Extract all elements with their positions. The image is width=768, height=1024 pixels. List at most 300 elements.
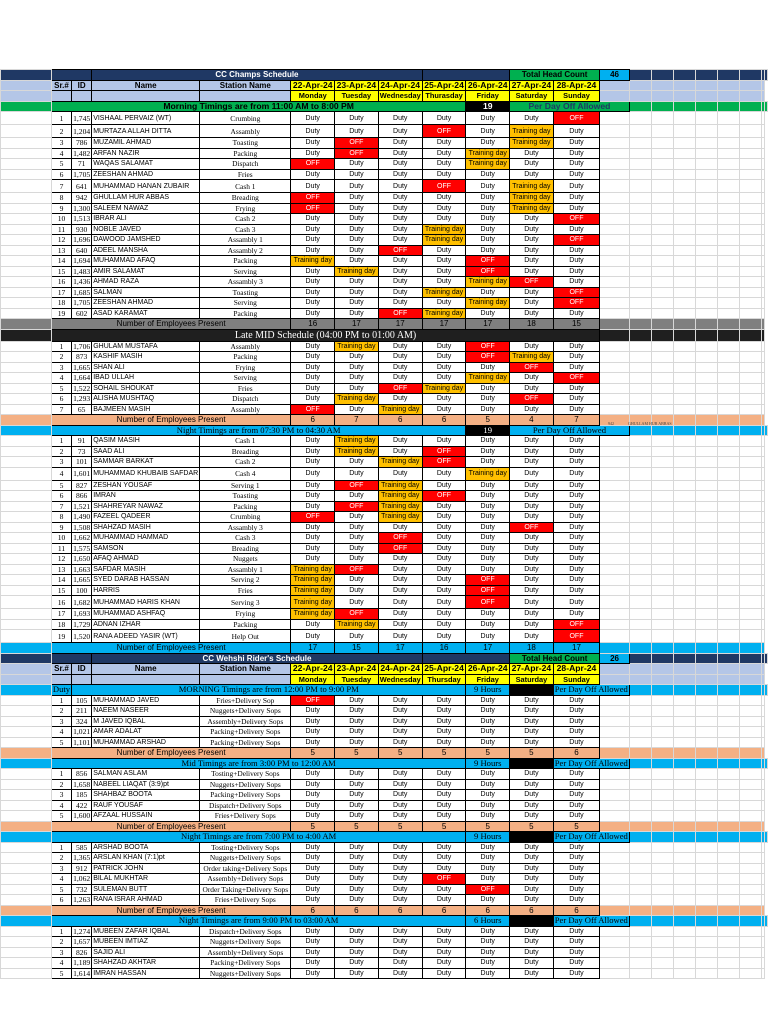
row-id[interactable]: 185 xyxy=(72,790,92,801)
date-header[interactable]: 23-Apr-24 xyxy=(335,664,379,675)
duty-cell[interactable]: Duty xyxy=(553,522,600,533)
empty-cell[interactable] xyxy=(695,341,717,352)
empty-cell[interactable] xyxy=(673,905,695,916)
station-name[interactable]: Packing+Delivery Sops xyxy=(200,958,291,969)
duty-cell[interactable]: Duty xyxy=(378,214,422,225)
duty-cell[interactable]: Duty xyxy=(466,224,510,235)
duty-cell[interactable]: OFF xyxy=(422,457,466,468)
empty-cell[interactable] xyxy=(651,685,673,696)
duty-cell[interactable]: Duty xyxy=(510,609,554,620)
empty-cell[interactable] xyxy=(739,256,761,267)
empty-cell[interactable] xyxy=(600,480,630,491)
duty-cell[interactable]: Duty xyxy=(335,937,379,948)
duty-cell[interactable]: Duty xyxy=(510,467,554,480)
empty-cell[interactable] xyxy=(673,926,695,937)
station-name[interactable]: Nuggets+Delivery Sops xyxy=(200,937,291,948)
employee-name[interactable]: GHULAM MUSTAFA xyxy=(92,341,200,352)
empty-cell[interactable] xyxy=(717,800,739,811)
empty-cell[interactable] xyxy=(651,80,673,91)
employee-name[interactable]: RANA ADEED YASIR (WT) xyxy=(92,630,200,643)
empty-cell[interactable] xyxy=(1,674,52,685)
station-name[interactable]: Cash 2 xyxy=(200,214,291,225)
duty-cell[interactable]: OFF xyxy=(291,512,335,523)
empty-cell[interactable] xyxy=(651,842,673,853)
duty-cell[interactable]: Duty xyxy=(553,362,600,373)
employees-present-count[interactable]: 17 xyxy=(291,643,335,654)
duty-cell[interactable]: Duty xyxy=(422,585,466,596)
duty-cell[interactable]: Duty xyxy=(553,800,600,811)
empty-cell[interactable] xyxy=(651,800,673,811)
empty-cell[interactable] xyxy=(673,329,695,341)
empty-cell[interactable] xyxy=(629,737,651,748)
duty-cell[interactable]: OFF xyxy=(510,394,554,405)
duty-cell[interactable]: Duty xyxy=(335,203,379,214)
empty-cell[interactable] xyxy=(765,101,768,112)
empty-cell[interactable] xyxy=(673,695,695,706)
row-sr[interactable]: 2 xyxy=(51,706,71,717)
row-id[interactable]: 101 xyxy=(72,457,92,468)
empty-cell[interactable] xyxy=(673,491,695,502)
empty-cell[interactable] xyxy=(695,811,717,822)
duty-cell[interactable]: OFF xyxy=(335,138,379,149)
row-sr[interactable]: 1 xyxy=(51,926,71,937)
empty-cell[interactable] xyxy=(739,575,761,586)
duty-cell[interactable]: Duty xyxy=(378,811,422,822)
empty-cell[interactable] xyxy=(651,748,673,759)
row-sr[interactable]: 4 xyxy=(51,874,71,885)
empty-cell[interactable] xyxy=(651,91,673,102)
employees-present-count[interactable]: 16 xyxy=(422,643,466,654)
duty-cell[interactable]: Duty xyxy=(335,491,379,502)
duty-cell[interactable]: Training day xyxy=(466,148,510,159)
empty-cell[interactable] xyxy=(673,457,695,468)
station-name[interactable]: Tosting+Delivery Sops xyxy=(200,769,291,780)
duty-cell[interactable]: Duty xyxy=(335,706,379,717)
employees-present-count[interactable]: 5 xyxy=(466,748,510,759)
empty-cell[interactable] xyxy=(673,512,695,523)
duty-cell[interactable]: Training day xyxy=(335,619,379,630)
empty-cell[interactable] xyxy=(717,235,739,246)
empty-cell[interactable] xyxy=(629,138,651,149)
duty-cell[interactable]: Duty xyxy=(510,224,554,235)
duty-cell[interactable]: Duty xyxy=(466,716,510,727)
employees-present-count[interactable]: 15 xyxy=(335,643,379,654)
empty-cell[interactable] xyxy=(629,905,651,916)
empty-cell[interactable] xyxy=(739,653,761,664)
empty-cell[interactable] xyxy=(1,425,52,436)
row-id[interactable]: 1,682 xyxy=(73,597,91,607)
duty-cell[interactable]: Duty xyxy=(422,352,466,363)
empty-cell[interactable] xyxy=(739,138,761,149)
empty-cell[interactable] xyxy=(651,643,673,654)
duty-cell[interactable]: Duty xyxy=(422,169,466,180)
empty-cell[interactable] xyxy=(765,425,768,436)
empty-cell[interactable] xyxy=(1,101,52,112)
duty-cell[interactable]: Duty xyxy=(466,619,510,630)
empty-cell[interactable] xyxy=(600,575,630,586)
empty-cell[interactable] xyxy=(673,916,695,927)
row-sr[interactable]: 4 xyxy=(51,800,71,811)
empty-cell[interactable] xyxy=(739,842,761,853)
empty-cell[interactable] xyxy=(739,821,761,832)
empty-cell[interactable] xyxy=(1,821,52,832)
empty-cell[interactable] xyxy=(629,480,651,491)
empty-cell[interactable] xyxy=(1,180,52,193)
station-name[interactable]: Packing+Delivery Sops xyxy=(200,737,291,748)
empty-cell[interactable] xyxy=(717,480,739,491)
duty-cell[interactable]: Duty xyxy=(378,737,422,748)
empty-cell[interactable] xyxy=(600,821,630,832)
duty-cell[interactable]: Duty xyxy=(510,214,554,225)
duty-cell[interactable]: Duty xyxy=(466,769,510,780)
station-name[interactable]: Assambly xyxy=(200,404,291,415)
empty-cell[interactable] xyxy=(762,926,765,937)
row-sr[interactable]: 6 xyxy=(51,169,71,180)
employee-name[interactable]: RANA ISRAR AHMAD xyxy=(92,895,200,906)
duty-cell[interactable]: Duty xyxy=(335,958,379,969)
row-id[interactable]: 1,665 xyxy=(73,575,91,585)
row-sr[interactable]: 19 xyxy=(51,630,71,643)
empty-cell[interactable] xyxy=(717,937,739,948)
row-id[interactable]: 1,522 xyxy=(73,383,91,393)
empty-cell[interactable] xyxy=(1,630,52,643)
empty-cell[interactable] xyxy=(1,501,52,512)
duty-cell[interactable]: Duty xyxy=(378,779,422,790)
duty-cell[interactable]: Duty xyxy=(510,480,554,491)
empty-cell[interactable] xyxy=(762,821,765,832)
empty-cell[interactable] xyxy=(629,352,651,363)
duty-cell[interactable]: Duty xyxy=(466,235,510,246)
empty-cell[interactable] xyxy=(673,101,695,112)
empty-cell[interactable] xyxy=(695,501,717,512)
empty-cell[interactable] xyxy=(629,769,651,780)
empty-cell[interactable] xyxy=(673,832,695,843)
duty-cell[interactable]: Duty xyxy=(466,874,510,885)
duty-cell[interactable]: Duty xyxy=(378,863,422,874)
empty-cell[interactable] xyxy=(600,716,630,727)
employees-present-count[interactable]: 5 xyxy=(335,748,379,759)
empty-cell[interactable] xyxy=(717,125,739,138)
row-sr[interactable]: 6 xyxy=(51,895,71,906)
empty-cell[interactable] xyxy=(600,674,630,685)
duty-cell[interactable]: Duty xyxy=(378,968,422,979)
empty-cell[interactable] xyxy=(673,716,695,727)
employees-present-count[interactable]: 17 xyxy=(466,643,510,654)
per-day-off-label[interactable]: Per Day Off Allowed xyxy=(554,831,628,842)
duty-cell[interactable]: Training day xyxy=(378,457,422,468)
empty-cell[interactable] xyxy=(673,287,695,298)
empty-cell[interactable] xyxy=(762,842,765,853)
empty-cell[interactable] xyxy=(739,383,761,394)
duty-cell[interactable]: Duty xyxy=(422,769,466,780)
empty-cell[interactable] xyxy=(717,341,739,352)
employee-name[interactable]: AHMAD RAZA xyxy=(92,277,200,288)
duty-cell[interactable]: Duty xyxy=(335,180,379,193)
row-sr[interactable]: 3 xyxy=(51,362,71,373)
empty-cell[interactable] xyxy=(762,125,765,138)
duty-cell[interactable]: Duty xyxy=(291,148,335,159)
employee-name[interactable]: DAWOOD JAMSHED xyxy=(92,235,200,246)
empty-cell[interactable] xyxy=(651,457,673,468)
empty-cell[interactable] xyxy=(600,80,630,91)
row-sr[interactable]: 15 xyxy=(51,585,71,596)
empty-cell[interactable] xyxy=(762,674,765,685)
row-sr[interactable]: 1 xyxy=(51,769,71,780)
empty-cell[interactable] xyxy=(1,319,52,330)
empty-cell[interactable] xyxy=(739,619,761,630)
empty-cell[interactable] xyxy=(1,522,52,533)
empty-cell[interactable] xyxy=(1,256,52,267)
empty-cell[interactable] xyxy=(629,214,651,225)
duty-cell[interactable]: Duty xyxy=(422,341,466,352)
empty-cell[interactable] xyxy=(739,298,761,309)
empty-cell[interactable] xyxy=(673,853,695,864)
day-header[interactable]: Monday xyxy=(291,674,335,685)
duty-cell[interactable]: Duty xyxy=(466,169,510,180)
empty-cell[interactable] xyxy=(695,790,717,801)
duty-cell[interactable]: Duty xyxy=(553,256,600,267)
duty-cell[interactable]: Duty xyxy=(466,480,510,491)
duty-cell[interactable]: Duty xyxy=(422,895,466,906)
empty-cell[interactable] xyxy=(673,436,695,447)
duty-cell[interactable]: Duty xyxy=(553,695,600,706)
section-label[interactable]: Night Timings are from 7:00 PM to 4:00 AM xyxy=(51,832,465,843)
empty-cell[interactable] xyxy=(717,958,739,969)
duty-cell[interactable]: Training day xyxy=(291,585,335,596)
empty-cell[interactable] xyxy=(762,895,765,906)
duty-cell[interactable]: Duty xyxy=(422,811,466,822)
empty-cell[interactable] xyxy=(651,533,673,544)
empty-cell[interactable] xyxy=(762,256,765,267)
row-sr[interactable]: 4 xyxy=(51,148,71,159)
empty-cell[interactable] xyxy=(629,533,651,544)
duty-cell[interactable]: Duty xyxy=(553,501,600,512)
duty-cell[interactable]: Duty xyxy=(553,716,600,727)
empty-cell[interactable] xyxy=(717,415,739,426)
empty-cell[interactable] xyxy=(629,80,651,91)
empty-cell[interactable] xyxy=(1,159,52,170)
empty-cell[interactable] xyxy=(717,193,739,204)
employee-name[interactable]: IBRAR ALI xyxy=(92,214,200,225)
duty-cell[interactable]: Duty xyxy=(422,790,466,801)
employee-name[interactable]: MUHAMMAD AFAQ xyxy=(92,256,200,267)
duty-cell[interactable]: OFF xyxy=(466,884,510,895)
empty-cell[interactable] xyxy=(762,769,765,780)
empty-cell[interactable] xyxy=(762,863,765,874)
station-name[interactable]: Serving 2 xyxy=(200,575,291,586)
empty-cell[interactable] xyxy=(600,287,630,298)
blank-header[interactable] xyxy=(72,674,92,685)
duty-cell[interactable]: Duty xyxy=(291,895,335,906)
duty-cell[interactable]: Duty xyxy=(335,522,379,533)
duty-cell[interactable]: Duty xyxy=(422,695,466,706)
empty-cell[interactable] xyxy=(600,947,630,958)
duty-cell[interactable]: Duty xyxy=(466,790,510,801)
empty-cell[interactable] xyxy=(673,609,695,620)
employee-name[interactable]: KASHIF MASIH xyxy=(92,352,200,363)
empty-cell[interactable] xyxy=(739,501,761,512)
duty-cell[interactable]: Duty xyxy=(466,203,510,214)
empty-cell[interactable] xyxy=(717,554,739,565)
duty-cell[interactable]: Duty xyxy=(335,256,379,267)
duty-cell[interactable]: Duty xyxy=(466,947,510,958)
duty-cell[interactable]: Duty xyxy=(422,884,466,895)
empty-cell[interactable] xyxy=(1,446,52,457)
empty-cell[interactable] xyxy=(673,575,695,586)
duty-cell[interactable]: OFF xyxy=(291,193,335,204)
duty-cell[interactable]: Duty xyxy=(510,287,554,298)
duty-cell[interactable]: Duty xyxy=(378,575,422,586)
empty-cell[interactable] xyxy=(739,947,761,958)
section-label[interactable]: Mid Timings are from 3:00 PM to 12:00 AM xyxy=(51,758,465,769)
empty-cell[interactable] xyxy=(673,383,695,394)
col-sr-header[interactable]: Sr.# xyxy=(51,80,71,91)
empty-cell[interactable] xyxy=(695,91,717,102)
duty-cell[interactable]: Duty xyxy=(422,947,466,958)
empty-cell[interactable] xyxy=(600,138,630,149)
duty-cell[interactable]: Duty xyxy=(378,716,422,727)
total-head-count-label[interactable]: Total Head Count xyxy=(510,653,600,664)
empty-cell[interactable] xyxy=(600,457,630,468)
duty-cell[interactable]: Duty xyxy=(553,769,600,780)
col-id-header[interactable]: ID xyxy=(72,664,92,675)
empty-cell[interactable] xyxy=(717,758,739,769)
row-id[interactable]: 91 xyxy=(72,436,92,447)
employee-name[interactable]: SHAHREYAR NAWAZ xyxy=(92,501,200,512)
empty-cell[interactable] xyxy=(695,554,717,565)
employees-present-count[interactable]: 5 xyxy=(422,748,466,759)
duty-cell[interactable]: Duty xyxy=(422,800,466,811)
employee-name[interactable]: MUHAMMAD HARIS KHAN xyxy=(92,596,200,609)
duty-cell[interactable]: Training day xyxy=(510,125,554,138)
duty-cell[interactable]: Duty xyxy=(378,467,422,480)
empty-cell[interactable] xyxy=(717,674,739,685)
employees-present-count[interactable]: 4 xyxy=(510,415,554,426)
duty-cell[interactable]: Duty xyxy=(510,383,554,394)
empty-cell[interactable] xyxy=(695,630,717,643)
empty-cell[interactable] xyxy=(717,329,739,341)
duty-cell[interactable]: Duty xyxy=(291,522,335,533)
empty-cell[interactable] xyxy=(739,958,761,969)
empty-cell[interactable] xyxy=(695,425,717,436)
empty-cell[interactable] xyxy=(695,821,717,832)
empty-cell[interactable] xyxy=(695,224,717,235)
row-sr[interactable]: 1 xyxy=(51,695,71,706)
empty-cell[interactable] xyxy=(695,706,717,717)
empty-cell[interactable] xyxy=(717,159,739,170)
empty-cell[interactable] xyxy=(695,575,717,586)
row-sr[interactable]: 1 xyxy=(51,112,71,125)
duty-cell[interactable]: OFF xyxy=(466,575,510,586)
station-name[interactable]: Dispatch+Delivery Sops xyxy=(200,800,291,811)
empty-cell[interactable] xyxy=(629,383,651,394)
employees-present-label[interactable]: Number of Employees Present xyxy=(51,415,290,426)
employee-name[interactable]: ZEESHAN AHMAD xyxy=(92,298,200,309)
empty-cell[interactable] xyxy=(1,779,52,790)
empty-cell[interactable] xyxy=(600,706,630,717)
empty-cell[interactable] xyxy=(651,298,673,309)
empty-cell[interactable] xyxy=(717,968,739,979)
empty-cell[interactable] xyxy=(629,159,651,170)
row-sr[interactable]: 2 xyxy=(51,446,71,457)
empty-cell[interactable] xyxy=(600,937,630,948)
empty-cell[interactable] xyxy=(1,958,52,969)
station-name[interactable]: Assambly xyxy=(200,341,291,352)
empty-cell[interactable] xyxy=(717,148,739,159)
duty-cell[interactable]: Duty xyxy=(335,842,379,853)
empty-cell[interactable] xyxy=(651,224,673,235)
station-name[interactable]: Packing xyxy=(200,148,291,159)
empty-cell[interactable] xyxy=(651,341,673,352)
station-name[interactable]: Toasting xyxy=(200,491,291,502)
duty-cell[interactable]: Duty xyxy=(335,895,379,906)
row-id[interactable]: 1,021 xyxy=(73,727,91,737)
duty-cell[interactable]: OFF xyxy=(422,491,466,502)
duty-cell[interactable]: OFF xyxy=(422,446,466,457)
empty-cell[interactable] xyxy=(673,319,695,330)
empty-cell[interactable] xyxy=(717,811,739,822)
row-id[interactable]: 1,706 xyxy=(73,341,91,351)
employee-name[interactable]: SALMAN xyxy=(92,287,200,298)
duty-cell[interactable]: OFF xyxy=(553,298,600,309)
empty-cell[interactable] xyxy=(717,446,739,457)
empty-cell[interactable] xyxy=(1,203,52,214)
duty-cell[interactable]: OFF xyxy=(510,277,554,288)
empty-cell[interactable] xyxy=(1,863,52,874)
duty-cell[interactable]: Duty xyxy=(553,543,600,554)
duty-cell[interactable]: Duty xyxy=(291,769,335,780)
duty-cell[interactable]: Duty xyxy=(378,926,422,937)
empty-cell[interactable] xyxy=(739,467,761,480)
empty-cell[interactable] xyxy=(717,790,739,801)
duty-cell[interactable]: OFF xyxy=(553,235,600,246)
duty-cell[interactable]: Duty xyxy=(466,362,510,373)
empty-cell[interactable] xyxy=(695,664,717,675)
empty-cell[interactable] xyxy=(600,533,630,544)
row-sr[interactable]: 12 xyxy=(51,554,71,565)
duty-cell[interactable]: Duty xyxy=(466,926,510,937)
day-header[interactable]: Tuesday xyxy=(335,674,379,685)
duty-cell[interactable]: Duty xyxy=(291,501,335,512)
empty-cell[interactable] xyxy=(695,298,717,309)
empty-cell[interactable] xyxy=(717,884,739,895)
empty-cell[interactable] xyxy=(739,180,761,193)
duty-cell[interactable]: Duty xyxy=(510,958,554,969)
duty-cell[interactable]: Training day xyxy=(466,467,510,480)
employee-name[interactable]: FAZEEL QADEER xyxy=(92,512,200,523)
employee-name[interactable]: SAJID ALI xyxy=(92,947,200,958)
empty-cell[interactable] xyxy=(629,853,651,864)
duty-cell[interactable]: Duty xyxy=(466,727,510,738)
duty-cell[interactable]: OFF xyxy=(422,874,466,885)
row-id[interactable]: 105 xyxy=(72,695,92,706)
empty-cell[interactable] xyxy=(600,203,630,214)
duty-cell[interactable]: Duty xyxy=(422,112,466,125)
empty-cell[interactable] xyxy=(600,159,630,170)
duty-cell[interactable]: Duty xyxy=(510,404,554,415)
empty-cell[interactable] xyxy=(739,512,761,523)
duty-cell[interactable]: Duty xyxy=(422,245,466,256)
duty-cell[interactable]: OFF xyxy=(553,287,600,298)
empty-cell[interactable] xyxy=(629,674,651,685)
empty-cell[interactable] xyxy=(600,619,630,630)
day-header[interactable]: Thursday xyxy=(422,674,466,685)
empty-cell[interactable] xyxy=(717,575,739,586)
duty-cell[interactable]: Duty xyxy=(553,341,600,352)
row-sr[interactable]: 3 xyxy=(51,716,71,727)
empty-cell[interactable] xyxy=(629,373,651,384)
duty-cell[interactable]: Duty xyxy=(335,800,379,811)
